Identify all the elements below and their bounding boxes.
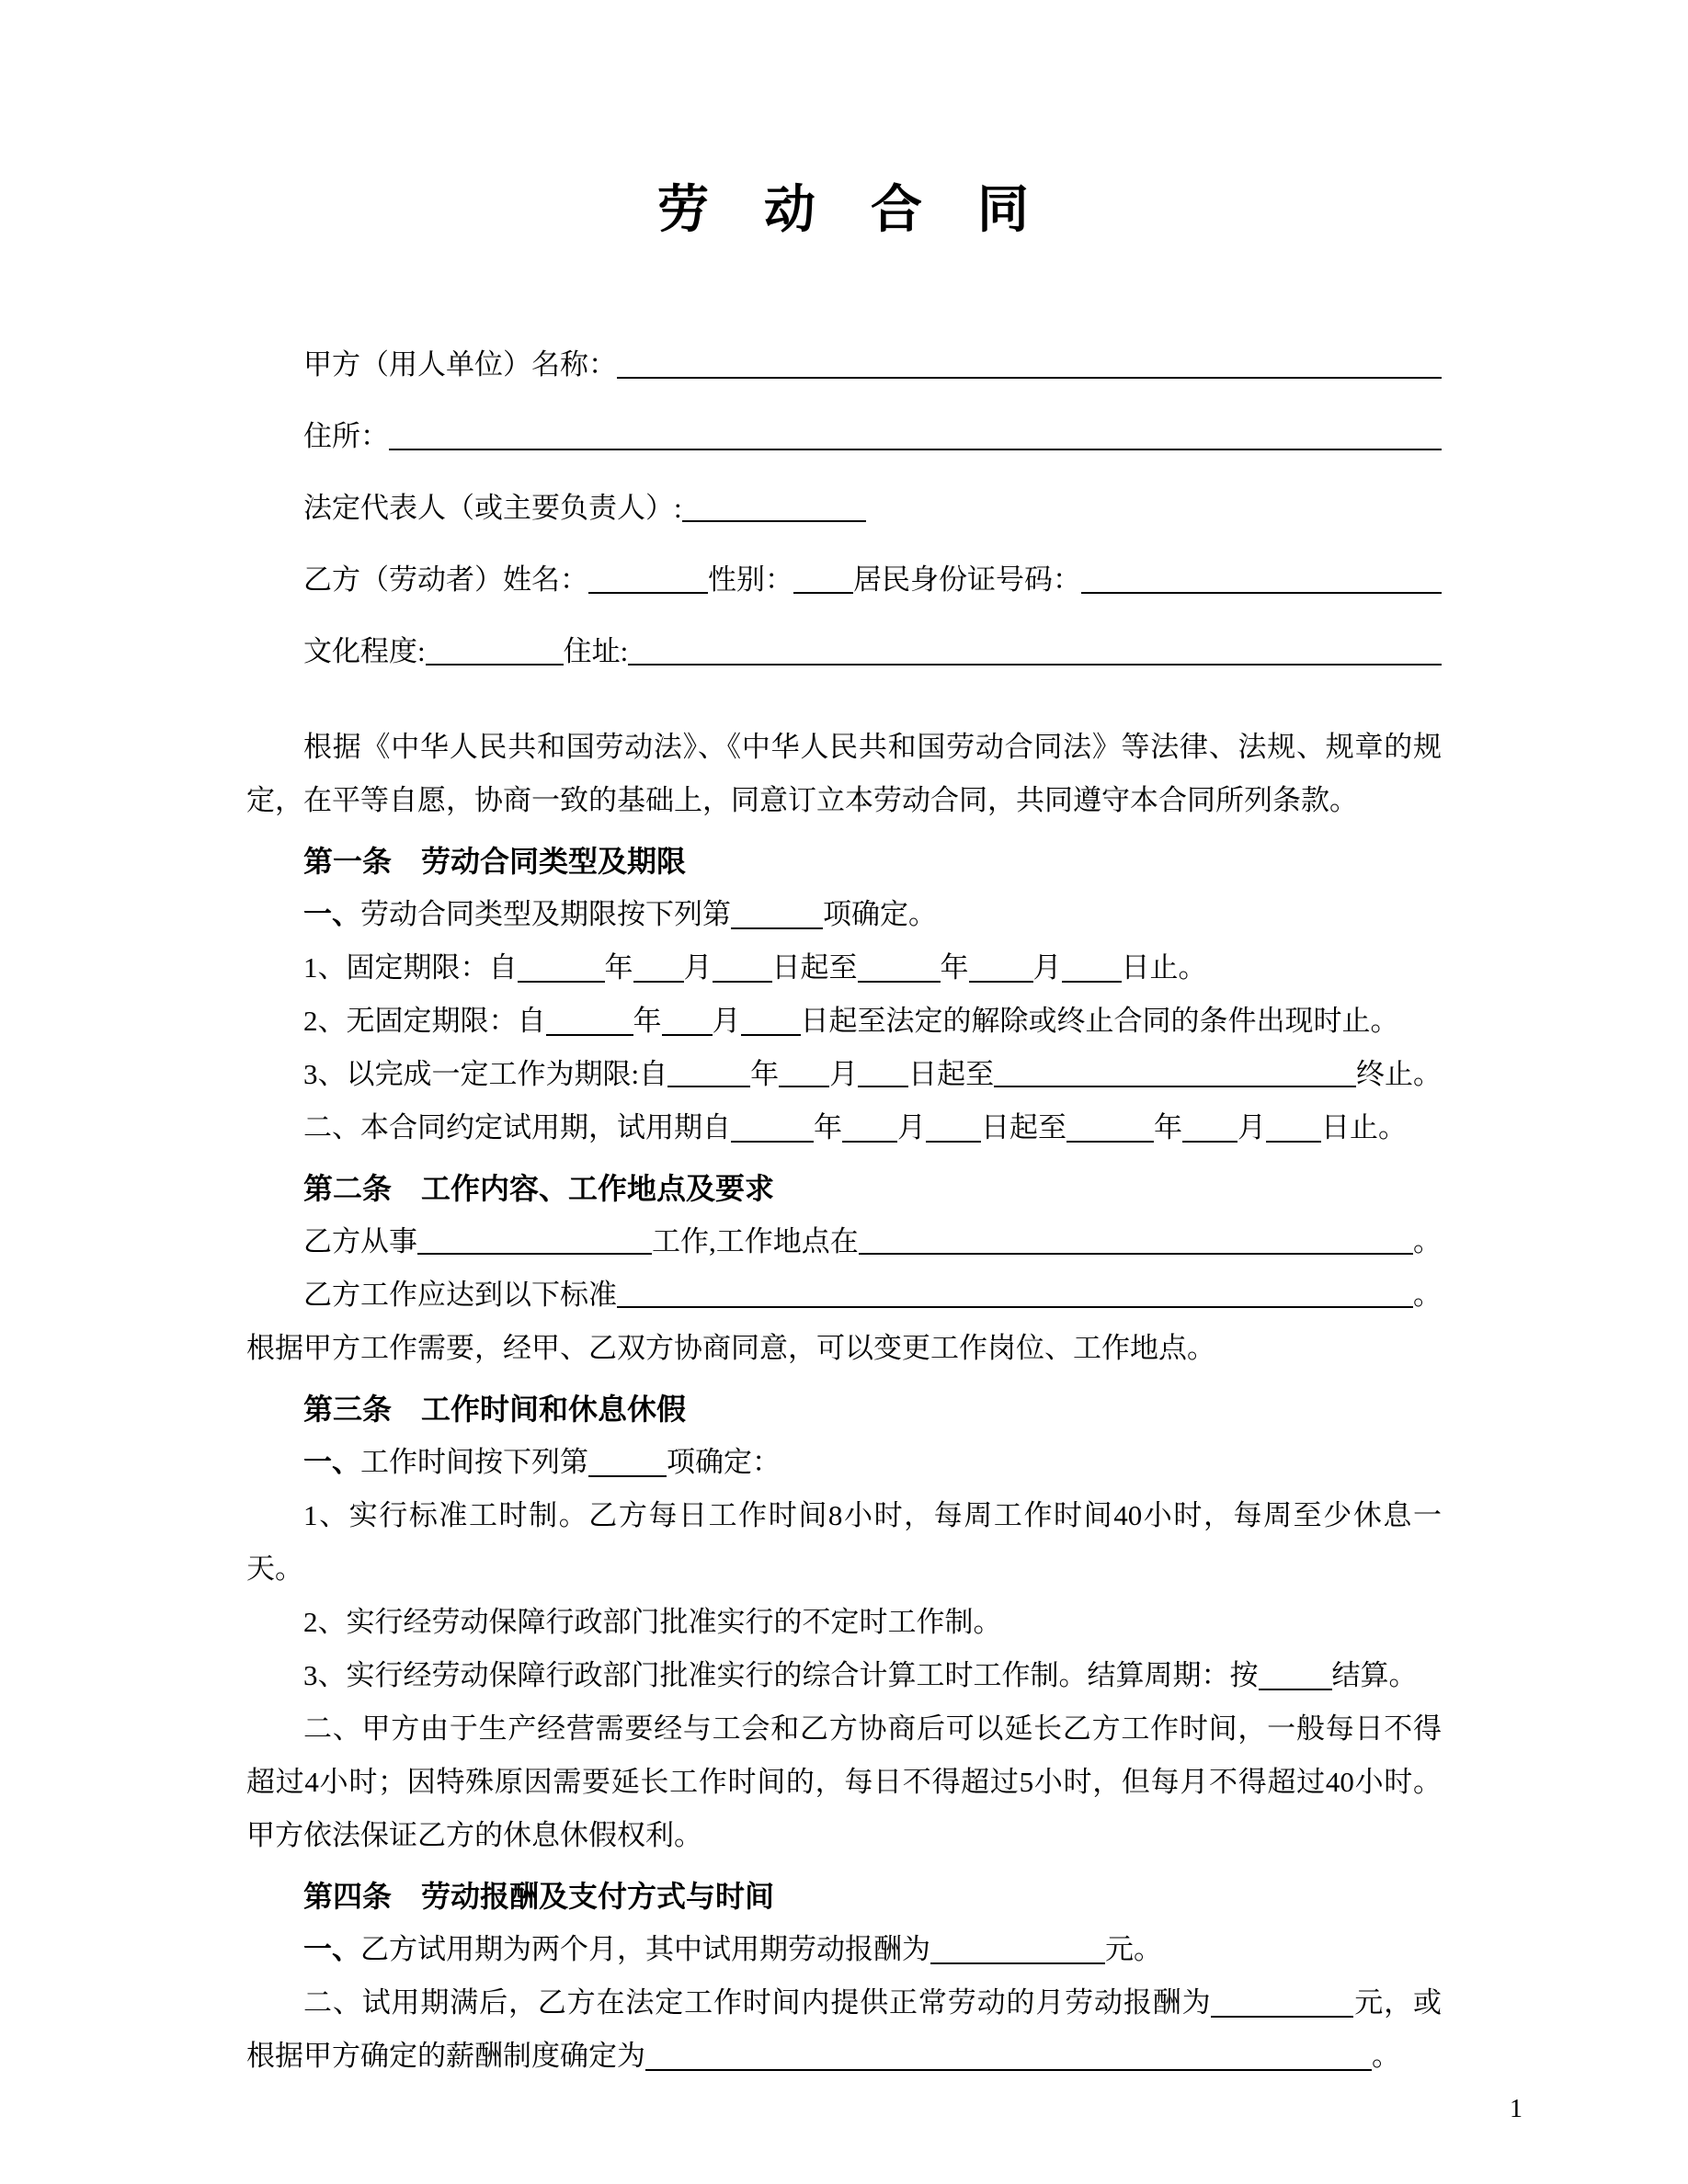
- probation-pay-text: 乙方试用期为两个月，其中试用期劳动报酬为: [360, 1933, 930, 1965]
- education-label: 文化程度:: [303, 635, 426, 667]
- article3-overtime-paragraph: 二、甲方由于生产经营需要经与工会和乙方协商后可以延长乙方工作时间，一般每日不得超过4小时；因特殊原因需要延长工作时间的，每日不得超过5小时，但每月不得超过40小时。甲方依法保证乙方的休息休假权利。: [246, 1712, 1442, 1851]
- standard-text: 乙方工作应达到以下标准: [303, 1279, 617, 1311]
- clause1-text-end: 项确定。: [823, 898, 937, 930]
- period-mark: 。: [1413, 1279, 1442, 1311]
- gender-label: 性别：: [708, 563, 793, 596]
- form-line-legal-rep: [246, 472, 1442, 544]
- article3-clause1: [246, 1436, 1442, 1489]
- article1-heading: 第一条 劳动合同类型及期限: [303, 845, 687, 878]
- article3-comprehensive-hours: [246, 1649, 1442, 1702]
- task-start-year-blank: [667, 1086, 750, 1087]
- address-blank: [389, 449, 1442, 450]
- clause1-text: 劳动合同类型及期限按下列第: [360, 898, 731, 930]
- legal-rep-label: 法定代表人（或主要负责人）:: [303, 492, 682, 524]
- open-start-month-blank: [662, 1034, 713, 1036]
- end-label: 日止。: [1121, 951, 1207, 984]
- settlement-period-blank: [1259, 1689, 1332, 1690]
- year-label: 年: [814, 1111, 842, 1143]
- probation-start-day-blank: [926, 1141, 981, 1143]
- month-label: 月: [1237, 1111, 1266, 1143]
- article1-fixed-term: [246, 941, 1442, 995]
- article2-change-line: 根据甲方工作需要，经甲、乙双方协商同意，可以变更工作岗位、工作地点。: [246, 1332, 1215, 1364]
- article3-standard-hours: 1、实行标准工时制。乙方每日工作时间8小时，每周工作时间40小时，每周至少休息一天。: [246, 1499, 1442, 1585]
- workplace-blank: [859, 1253, 1413, 1255]
- article4-heading: 第四条 劳动报酬及支付方式与时间: [303, 1880, 775, 1913]
- probation-end-month-blank: [1182, 1141, 1237, 1143]
- employee-name-label: 乙方（劳动者）姓名：: [303, 563, 588, 596]
- article2-standard-line: [246, 1268, 1442, 1322]
- month-label: 月: [1032, 951, 1062, 984]
- page-number: 1: [1510, 2095, 1523, 2123]
- worktime-choice-blank: [588, 1475, 667, 1477]
- fixed-end-year-blank: [858, 981, 941, 983]
- residence-label: 住址:: [563, 635, 629, 667]
- legal-rep-blank: [682, 520, 866, 522]
- worktime-choice-text-end: 项确定：: [667, 1446, 781, 1478]
- year-label: 年: [1154, 1111, 1182, 1143]
- open-start-year-blank: [546, 1034, 633, 1036]
- until-label: 日起至: [908, 1058, 995, 1090]
- form-line-education-residence: [246, 616, 1442, 688]
- id-number-blank: [1081, 592, 1442, 594]
- contract-type-choice-blank: [731, 927, 823, 929]
- end-label: 日止。: [1321, 1111, 1407, 1143]
- worktime-choice-text: 工作时间按下列第: [360, 1446, 588, 1478]
- clause1-number: 一、: [303, 1446, 360, 1478]
- month-label: 月: [683, 951, 713, 984]
- article2-heading: 第二条 工作内容、工作地点及要求: [303, 1172, 775, 1205]
- article4-probation-pay: [246, 1923, 1442, 1976]
- employer-name-label: 甲方（用人单位）名称：: [303, 348, 617, 381]
- probation-end-year-blank: [1066, 1141, 1154, 1143]
- month-label: 月: [829, 1058, 859, 1090]
- monthly-pay-text: 二、试用期满后，乙方在法定工作时间内提供正常劳动的月劳动报酬为: [303, 1986, 1212, 2019]
- job-text: 乙方从事: [303, 1225, 417, 1257]
- probation-start-year-blank: [731, 1141, 814, 1143]
- form-line-employee: [246, 544, 1442, 616]
- comprehensive-text: 3、实行经劳动保障行政部门批准实行的综合计算工时工作制。结算周期：按: [303, 1659, 1259, 1691]
- open-term-text-end: 日起至法定的解除或终止合同的条件出现时止。: [800, 1005, 1399, 1037]
- article3-flexible-hours: 2、实行经劳动保障行政部门批准实行的不定时工作制。: [303, 1606, 1002, 1638]
- fixed-end-day-blank: [1062, 981, 1122, 983]
- open-start-day-blank: [741, 1034, 801, 1036]
- residence-blank: [628, 664, 1442, 665]
- article1-open-term: [246, 995, 1442, 1048]
- party-info-block: [246, 329, 1442, 688]
- probation-end-day-blank: [1266, 1141, 1321, 1143]
- fixed-start-day-blank: [713, 981, 772, 983]
- clause1-number: 一、: [303, 898, 360, 930]
- salary-system-text: 元，或根据甲方确定的薪酬制度确定为: [246, 1986, 1443, 2072]
- article4-monthly-pay: [246, 1976, 1442, 2083]
- task-description-blank: [994, 1086, 1356, 1087]
- probation-pay-blank: [930, 1962, 1105, 1964]
- article1-task-term: [246, 1048, 1442, 1101]
- probation-text: 二、本合同约定试用期，试用期自: [303, 1111, 731, 1143]
- open-term-text: 2、无固定期限：自: [303, 1005, 546, 1037]
- fixed-term-text: 1、固定期限：自: [303, 951, 518, 984]
- task-term-text: 3、以完成一定工作为期限:自: [303, 1058, 668, 1090]
- year-label: 年: [940, 951, 969, 984]
- education-blank: [426, 664, 564, 665]
- doc-title: 劳 动 合 同: [657, 182, 1031, 239]
- work-standard-blank: [617, 1306, 1413, 1308]
- period-mark: 。: [1372, 2040, 1400, 2072]
- intro-paragraph: 根据《中华人民共和国劳动法》、《中华人民共和国劳动合同法》等法律、法规、规章的规定，在平等自愿，协商一致的基础上，同意订立本劳动合同，共同遵守本合同所列条款。: [246, 731, 1442, 816]
- article2-job-line: [246, 1215, 1442, 1268]
- workplace-text: 工作,工作地点在: [652, 1225, 859, 1257]
- task-start-month-blank: [779, 1086, 829, 1087]
- fixed-end-month-blank: [969, 981, 1033, 983]
- employee-name-blank: [588, 592, 708, 594]
- job-title-blank: [417, 1253, 652, 1255]
- form-line-address: [246, 401, 1442, 472]
- address-label: 住所：: [303, 420, 389, 452]
- article3-heading: 第三条 工作时间和休息休假: [303, 1393, 687, 1426]
- gender-blank: [793, 592, 853, 594]
- period-mark: 。: [1413, 1225, 1442, 1257]
- form-line-employer-name: [246, 329, 1442, 401]
- task-start-day-blank: [858, 1086, 908, 1087]
- until-label: 日起至: [981, 1111, 1066, 1143]
- article1-probation: [246, 1101, 1442, 1155]
- month-label: 月: [897, 1111, 926, 1143]
- year-label: 年: [604, 951, 633, 984]
- year-label: 年: [750, 1058, 780, 1090]
- comprehensive-text-end: 结算。: [1331, 1659, 1418, 1691]
- year-label: 年: [633, 1005, 662, 1037]
- salary-system-blank: [645, 2069, 1372, 2071]
- task-term-text-end: 终止。: [1356, 1058, 1442, 1090]
- article1-clause1: [246, 888, 1442, 941]
- fixed-start-year-blank: [518, 981, 605, 983]
- clause1-number: 一、: [303, 1933, 360, 1965]
- employer-name-blank: [617, 377, 1442, 379]
- id-number-label: 居民身份证号码：: [853, 563, 1081, 596]
- month-label: 月: [712, 1005, 741, 1037]
- fixed-start-month-blank: [633, 981, 684, 983]
- yuan-label: 元。: [1105, 1933, 1162, 1965]
- monthly-pay-blank: [1211, 2016, 1353, 2018]
- until-label: 日起至: [771, 951, 858, 984]
- probation-start-month-blank: [842, 1141, 897, 1143]
